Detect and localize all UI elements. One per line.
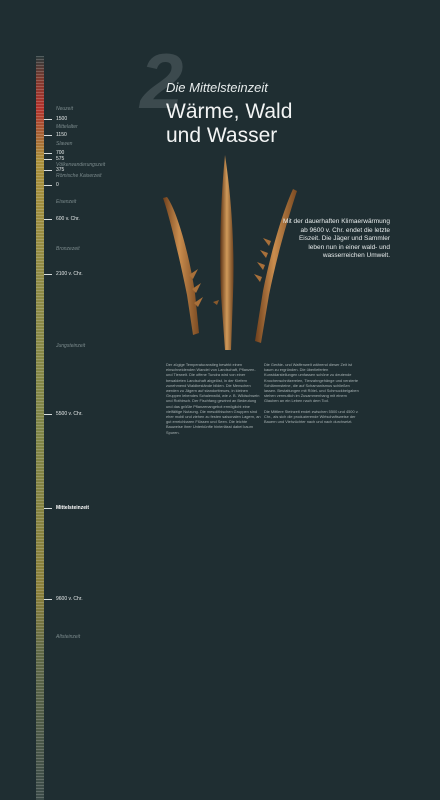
timeline-label: 600 v. Chr.: [56, 216, 80, 222]
timeline-label: Slawen: [56, 141, 73, 147]
timeline-tick: [44, 414, 52, 415]
timeline-label: 1150: [56, 132, 67, 138]
middle-harpoon: [213, 155, 234, 350]
chapter-number: 2: [140, 37, 184, 125]
intro-quote: Mit der dauerhaften Klimaerwärmung ab 9600 v. Chr. endet die letzte Eiszeit. Die Jäger und Sammler leben nun in einer wald- und wasserreichen Umwelt.: [283, 218, 390, 259]
timeline-label: 700: [56, 150, 65, 156]
timeline-label: 2100 v. Chr.: [56, 271, 83, 277]
timeline-label: Neuzeit: [56, 106, 73, 112]
paragraph: Der zügige Temperaturanstieg bewirkt einen einschneidenden Wandel von Landschaft, Pflanzen- und Tierwelt. Die offene Tundra wird von einer bewaldeten Landschaft abgelöst, in der Kiefern zunehmend Waldbestände bilden. Die Menschen werden zu Jägern auf standorttreues, in kleinen Gruppen lebendes Schalenwild, wie z. B. Wildschwein und Rothirsch. Der Fischfang gewinnt an Bedeutung und das größte Pflanzenangebot ermöglicht eine vielfältige Nutzung. Die mesolithischen Gruppen sind eher mobil und ziehen zu festen saisonalen Lagern, an gut erreichbaren Flüssen und Seen. Die leichte Bauweise ihrer Unterkünfte hinterlässt dabei kaum Spuren.: [166, 362, 261, 435]
timeline-bar: [36, 56, 44, 800]
timeline-tick: [44, 508, 52, 509]
right-harpoon: [254, 189, 297, 343]
timeline-tick: [44, 153, 52, 154]
timeline-tick: [44, 599, 52, 600]
left-harpoon: [163, 197, 203, 335]
timeline-tick: [44, 135, 52, 136]
text-column-right: [264, 362, 360, 429]
timeline-label: 5500 v. Chr.: [56, 411, 83, 417]
chapter-subtitle: Die Mittelsteinzeit: [166, 80, 268, 95]
chapter-title: Wärme, Wald und Wasser: [166, 100, 293, 147]
timeline-label: Völkerwanderungszeit: [56, 162, 106, 168]
timeline-label: 575: [56, 156, 65, 162]
timeline-label: 0: [56, 182, 59, 188]
timeline-label: 1500: [56, 116, 68, 122]
timeline-tick: [44, 219, 52, 220]
timeline-tick: [44, 119, 52, 120]
timeline-label: 9600 v. Chr.: [56, 596, 83, 602]
timeline-tick: [44, 170, 52, 171]
timeline-label: Bronzezeit: [56, 246, 80, 252]
timeline-label: Jungsteinzeit: [56, 343, 86, 349]
timeline-tick: [44, 185, 52, 186]
timeline-label: Eisenzeit: [56, 199, 77, 205]
text-column-left: [166, 362, 262, 440]
timeline-label: Römische Kaiserzeit: [56, 173, 102, 179]
paragraph: Die Geräte- und Waffenwelt während dieser Zeit ist kaum zu ergründen. Die überlieferten Kunstdarstellungen umfassen schöne zu deutende Knochenschnitzereien, Tierzahngehänge und verzierte Schlämmsteine, die auf Schamanismus schließen lassen. Bestattungen mit Rötel- und Schmuckbeigaben stehen vermutlich im Zusammenhang mit einem Glauben an ein Leben nach dem Tod.: [264, 362, 359, 404]
timeline-label: Mittelalter: [56, 124, 78, 130]
bone-harpoons-image: [155, 155, 300, 355]
timeline-tick: [44, 159, 52, 160]
timeline-label: Mittelsteinzeit: [56, 505, 90, 511]
paragraph: Die Mittlere Steinzeit endet zwischen 5500 und 4500 v. Chr., als sich die produzierende Wirtschaftsweise der Bauern und Viehzüchter nach und nach durchsetzt.: [264, 408, 359, 425]
timeline-tick: [44, 274, 52, 275]
timeline-label: Altsteinzeit: [56, 634, 81, 640]
timeline-label: 375: [56, 167, 65, 173]
